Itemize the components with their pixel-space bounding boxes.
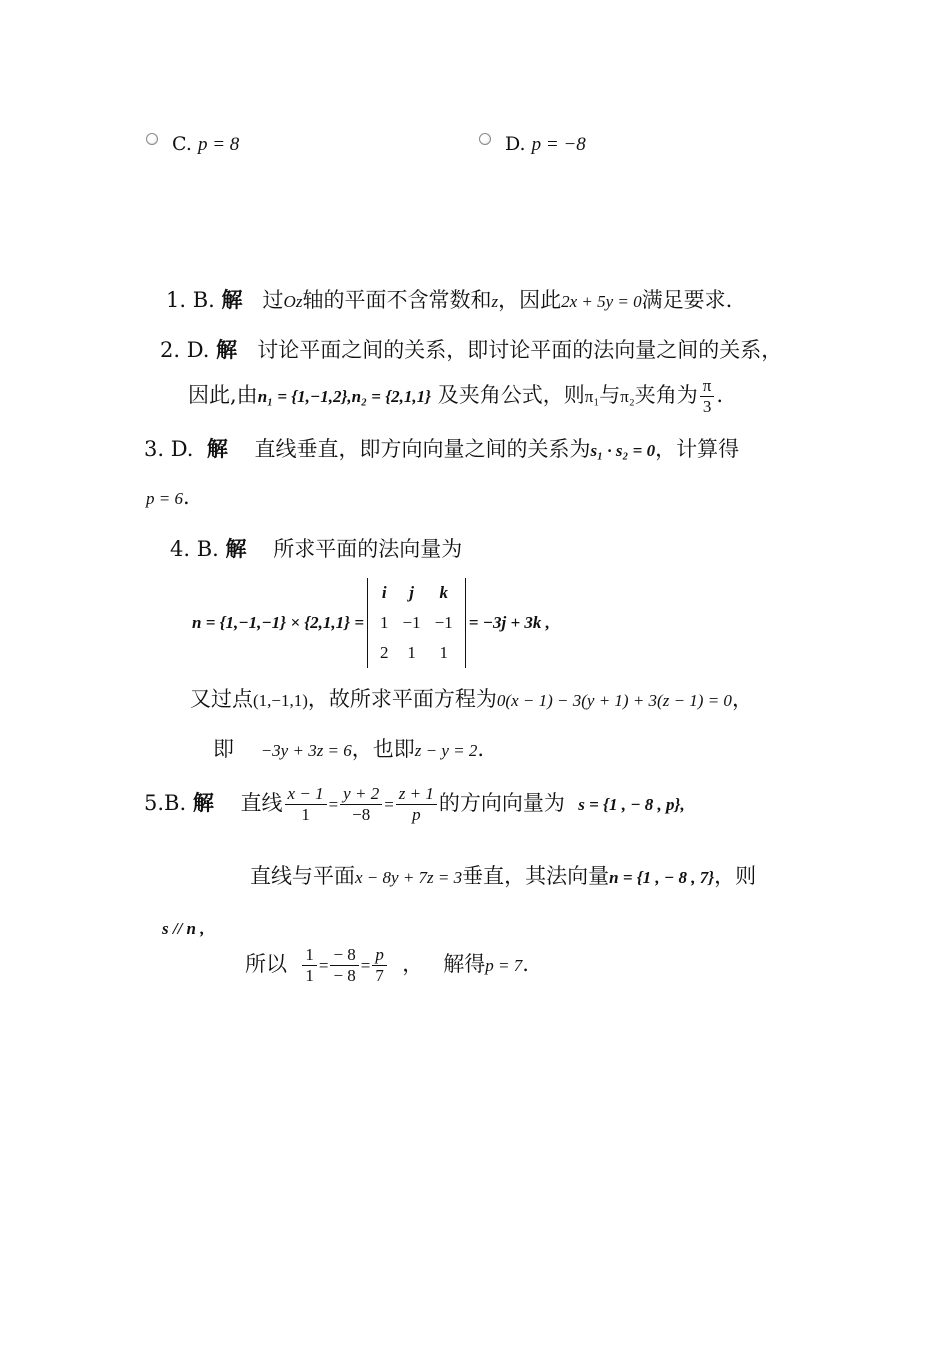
- answer-4-determinant: n = {1,−1,−1} × {2,1,1} = i j k 1 −1 −1 2 1 1 = −3j + 3k ,: [192, 578, 550, 668]
- answer-5-line-3: s // n ,: [162, 919, 205, 938]
- option-d-radio[interactable]: [479, 133, 491, 145]
- answer-2-line-2: 因此,由n₁ = {1,−1,2},n₂ = {2,1,1} 及夹角公式，则π₁与π₂夹角为 $\frac{\pi}{3}$ .: [188, 376, 724, 416]
- answer-5-line-4: 所以 $\frac{1}{1}$ = $\frac{- 8}{- 8}$ = $\frac{p}{7}$ ， 解得p = 7.: [245, 945, 529, 985]
- determinant: i j k 1 −1 −1 2 1 1: [367, 578, 466, 668]
- answer-1: 1. B. 解 过Oz轴的平面不含常数和z，因此2x + 5y = 0满足要求.: [166, 287, 733, 312]
- option-c[interactable]: C. p = 8: [172, 133, 240, 155]
- option-d[interactable]: D. p = −8: [505, 133, 586, 155]
- answer-4-line-3: 又过点(1,−1,1)，故所求平面方程为0(x − 1) − 3(y + 1) + 3(z − 1) = 0，: [190, 687, 753, 711]
- option-c-radio[interactable]: [146, 133, 158, 145]
- answer-5-line-2: 直线与平面x − 8y + 7z = 3垂直，其法向量n = {1 , − 8 , 7}，则: [250, 864, 757, 888]
- answer-3-line-2: p = 6.: [146, 485, 190, 509]
- answer-4-line-4: 即 −3y + 3z = 6，也即z − y = 2.: [213, 737, 485, 761]
- answer-2-line-1: 2. D. 解 讨论平面之间的关系，即讨论平面的法向量之间的关系，: [160, 337, 783, 362]
- answer-5-line-1: 5.B. 解 直线 $\frac{x - 1}{1}$ = $\frac{y + 2}{-8}$ = $\frac{z + 1}{p}$ 的方向向量为 s = {1 , − 8 , p},: [144, 784, 685, 824]
- answer-4-line-1: 4. B. 解 所求平面的法向量为: [170, 536, 463, 561]
- angle-fraction: $\frac{\pi}{3}$: [700, 376, 715, 417]
- answer-3-line-1: 3. D. 解 直线垂直，即方向向量之间的关系为s₁ · s₂ = 0，计算得: [144, 436, 740, 461]
